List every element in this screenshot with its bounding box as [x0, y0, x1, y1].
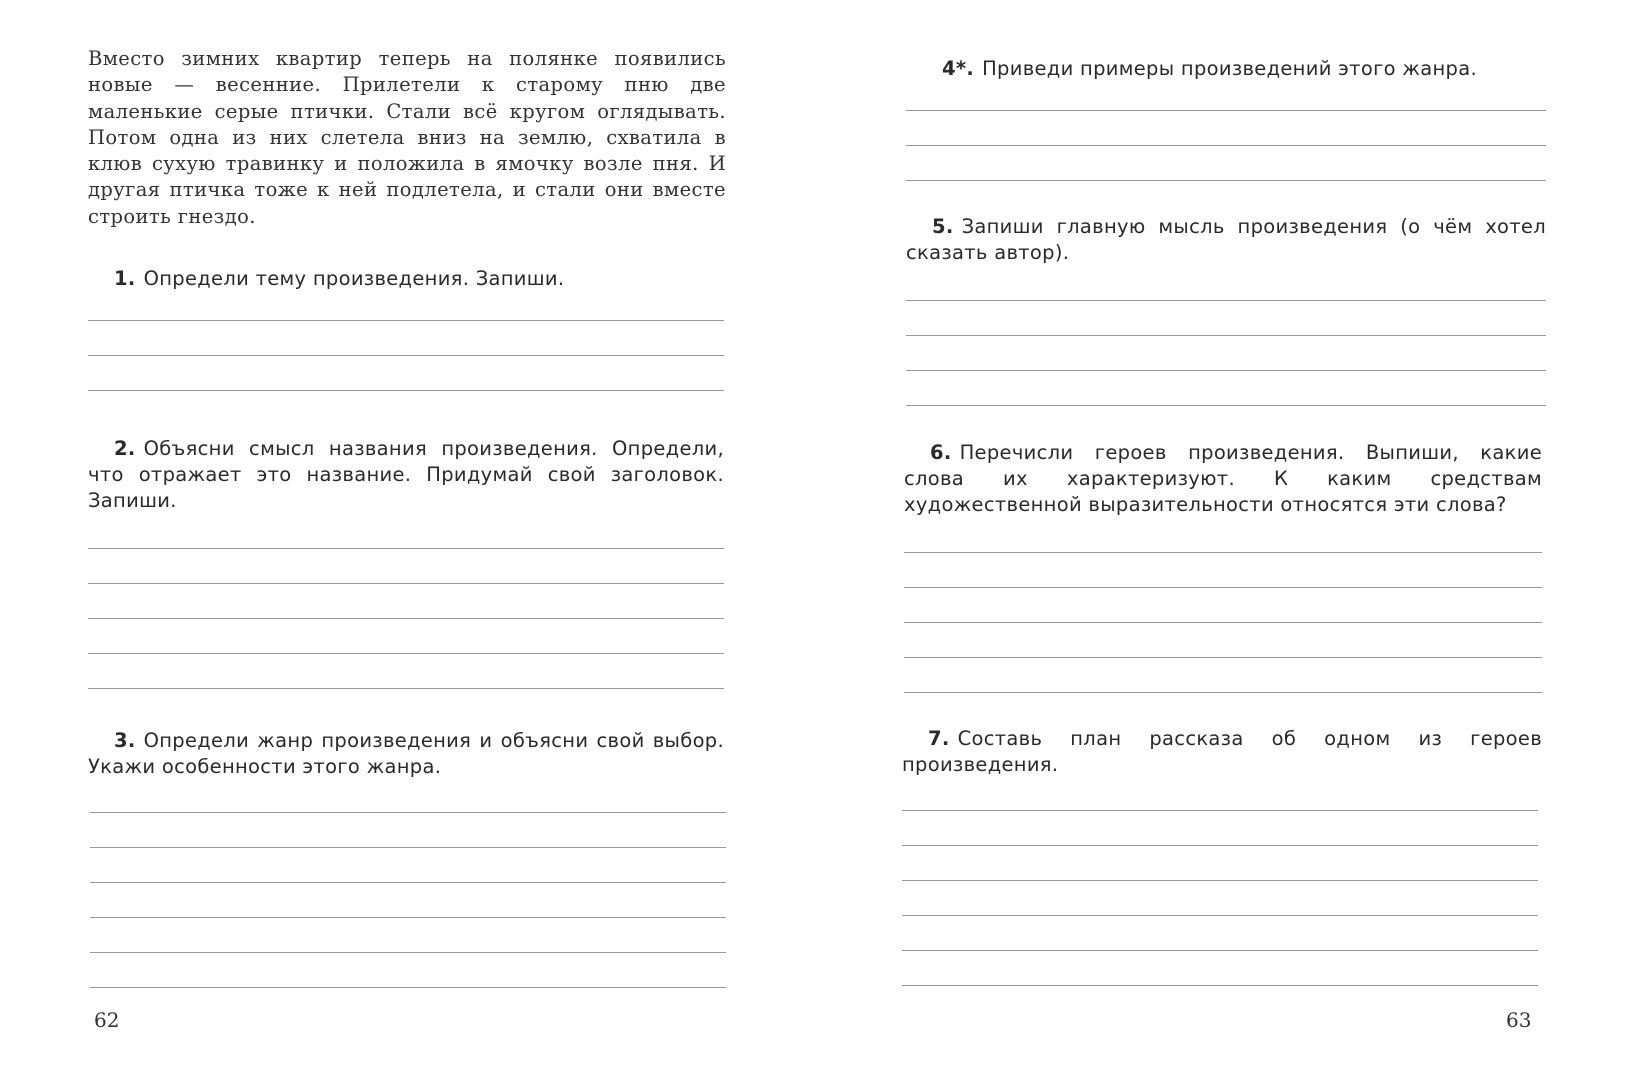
page-number: 63: [1506, 1008, 1532, 1032]
task-6-answer-lines: [904, 552, 1542, 727]
task-4: [942, 56, 1542, 82]
task-2-prompt: Объясни смысл названия произведения. Определи, что отражает это название. Придумай свой заголовок. Запиши.: [88, 437, 724, 512]
answer-line[interactable]: [88, 688, 724, 689]
answer-line[interactable]: [906, 300, 1546, 301]
task-6: [904, 440, 1542, 518]
task-2: [88, 436, 724, 514]
task-1-text: [114, 266, 724, 292]
story-passage: Вместо зимних квартир теперь на полянке появились новые — весенние. Прилетели к старому пню две маленькие серые птички. Стали всё кругом оглядывать. Потом одна из них слетела вниз на землю, схватила в клюв сухую травинку и положила в ямочку возле пня. И другая птичка тоже к ней подлетела, и стали они вместе строить гнездо.: [88, 47, 726, 228]
answer-line[interactable]: [90, 917, 726, 918]
answer-line[interactable]: [902, 845, 1538, 846]
task-1-prompt: Определи тему произведения. Запиши.: [143, 267, 565, 290]
answer-line[interactable]: [904, 657, 1542, 658]
answer-line[interactable]: [90, 847, 726, 848]
answer-line[interactable]: [904, 552, 1542, 553]
task-5-number: 5.: [932, 215, 954, 238]
task-5-prompt: Запиши главную мысль произведения (о чём хотел сказать автор).: [906, 215, 1546, 264]
answer-line[interactable]: [902, 880, 1538, 881]
answer-line[interactable]: [88, 355, 724, 356]
answer-line[interactable]: [902, 985, 1538, 986]
task-4-answer-lines: [906, 110, 1546, 215]
task-4-number: 4*.: [942, 57, 975, 80]
task-3-number: 3.: [114, 729, 136, 752]
task-1-answer-lines: [88, 320, 724, 425]
answer-line[interactable]: [906, 370, 1546, 371]
task-4-text: [942, 56, 1542, 82]
task-5-answer-lines: [906, 300, 1546, 440]
answer-line[interactable]: [90, 812, 726, 813]
task-6-prompt: Перечисли героев произведения. Выпиши, какие слова их характеризуют. К каким средствам художественной выразительности относятся эти слова?: [904, 441, 1542, 516]
answer-line[interactable]: [88, 653, 724, 654]
answer-line[interactable]: [906, 180, 1546, 181]
answer-line[interactable]: [90, 882, 726, 883]
task-3-answer-lines: [90, 812, 726, 1022]
answer-line[interactable]: [906, 405, 1546, 406]
task-2-answer-lines: [88, 548, 724, 723]
answer-line[interactable]: [90, 952, 726, 953]
task-6-text: [904, 440, 1542, 518]
task-6-number: 6.: [930, 441, 952, 464]
task-2-number: 2.: [114, 437, 136, 460]
answer-line[interactable]: [902, 950, 1538, 951]
answer-line[interactable]: [88, 618, 724, 619]
answer-line[interactable]: [902, 810, 1538, 811]
task-1: [114, 266, 724, 292]
task-5-text: [906, 214, 1546, 266]
answer-line[interactable]: [906, 110, 1546, 111]
answer-line[interactable]: [904, 692, 1542, 693]
task-5: [906, 214, 1546, 266]
task-7-number: 7.: [928, 727, 950, 750]
task-7-text: [902, 726, 1542, 778]
answer-line[interactable]: [906, 145, 1546, 146]
task-1-number: 1.: [114, 267, 136, 290]
task-7: [902, 726, 1542, 778]
answer-line[interactable]: [904, 587, 1542, 588]
page-63: [816, 0, 1632, 1080]
answer-line[interactable]: [902, 915, 1538, 916]
answer-line[interactable]: [88, 583, 724, 584]
answer-line[interactable]: [88, 320, 724, 321]
task-4-prompt: Приведи примеры произведений этого жанра.: [982, 57, 1477, 80]
task-3-prompt: Определи жанр произведения и объясни свой выбор. Укажи особенности этого жанра.: [88, 729, 724, 778]
answer-line[interactable]: [88, 390, 724, 391]
answer-line[interactable]: [906, 335, 1546, 336]
task-3: [88, 728, 724, 780]
task-7-answer-lines: [902, 810, 1538, 1020]
task-7-prompt: Составь план рассказа об одном из героев произведения.: [902, 727, 1542, 776]
task-2-text: [88, 436, 724, 514]
answer-line[interactable]: [904, 622, 1542, 623]
task-3-text: [88, 728, 724, 780]
answer-line[interactable]: [88, 548, 724, 549]
page-number: 62: [94, 1008, 120, 1032]
answer-line[interactable]: [90, 987, 726, 988]
